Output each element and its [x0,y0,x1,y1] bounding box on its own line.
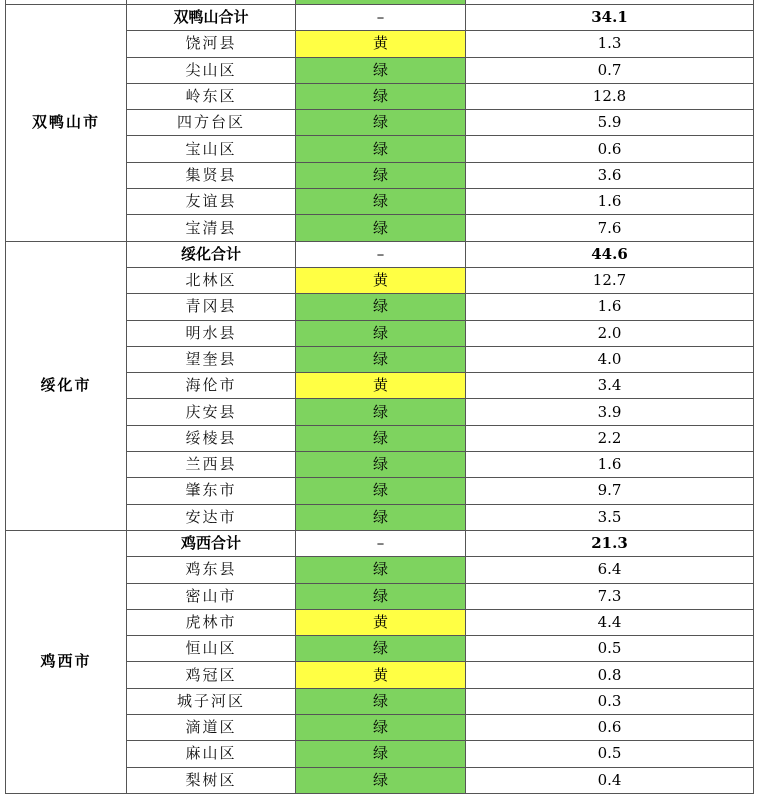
risk-level: 绿 [296,399,466,425]
district-name: 滴道区 [127,715,296,741]
risk-level: 黄 [296,373,466,399]
risk-level: 绿 [296,162,466,188]
value: 3.6 [466,162,754,188]
value: 0.6 [466,136,754,162]
value: 3.5 [466,504,754,530]
district-name: 肇东市 [127,478,296,504]
value: 0.7 [466,57,754,83]
risk-level: 绿 [296,320,466,346]
district-name: 望奎县 [127,346,296,372]
risk-level: 绿 [296,767,466,793]
subtotal-row [6,530,754,556]
subtotal-name: 双鸭山合计 [127,5,296,31]
risk-level: 绿 [296,478,466,504]
risk-level: 黄 [296,267,466,293]
subtotal-row [6,5,754,31]
value: 0.3 [466,688,754,714]
value: 12.7 [466,267,754,293]
district-name: 绥棱县 [127,425,296,451]
risk-level: 绿 [296,215,466,241]
risk-level: 绿 [296,504,466,530]
district-name: 恒山区 [127,636,296,662]
subtotal-level: – [296,5,466,31]
subtotal-value: 44.6 [466,241,754,267]
risk-level: 绿 [296,557,466,583]
district-name: 集贤县 [127,162,296,188]
value: 1.6 [466,452,754,478]
value: 1.3 [466,31,754,57]
district-name: 城子河区 [127,688,296,714]
risk-level: 绿 [296,294,466,320]
risk-level: 绿 [296,136,466,162]
district-name: 鸡冠区 [127,662,296,688]
risk-level: 绿 [296,57,466,83]
risk-level: 绿 [296,741,466,767]
value: 4.0 [466,346,754,372]
district-name: 友谊县 [127,189,296,215]
district-name: 安达市 [127,504,296,530]
district-name: 海伦市 [127,373,296,399]
district-name: 岭东区 [127,83,296,109]
district-name: 四方台区 [127,110,296,136]
risk-level: 绿 [296,636,466,662]
subtotal-value: 21.3 [466,530,754,556]
district-name: 麻山区 [127,741,296,767]
subtotal-name: 鸡西合计 [127,530,296,556]
district-name: 北林区 [127,267,296,293]
subtotal-name: 绥化合计 [127,241,296,267]
value: 0.5 [466,741,754,767]
district-name: 庆安县 [127,399,296,425]
subtotal-level: – [296,530,466,556]
city-name: 双鸭山市 [6,5,127,242]
value: 2.0 [466,320,754,346]
value: 7.3 [466,583,754,609]
risk-level: 绿 [296,452,466,478]
value: 9.7 [466,478,754,504]
risk-level: 绿 [296,425,466,451]
district-name: 密山市 [127,583,296,609]
value: 2.2 [466,425,754,451]
value: 0.4 [466,767,754,793]
district-name: 宝清县 [127,215,296,241]
district-name: 宝山区 [127,136,296,162]
subtotal-level: – [296,241,466,267]
city-name: 鸡西市 [6,530,127,793]
district-name: 青冈县 [127,294,296,320]
risk-level: 绿 [296,346,466,372]
subtotal-row [6,241,754,267]
risk-level: 绿 [296,583,466,609]
risk-level: 黄 [296,662,466,688]
risk-level-table [5,0,754,794]
risk-level: 绿 [296,83,466,109]
district-name: 兰西县 [127,452,296,478]
value: 0.6 [466,715,754,741]
value: 5.9 [466,110,754,136]
value: 1.6 [466,189,754,215]
district-name: 尖山区 [127,57,296,83]
district-name: 梨树区 [127,767,296,793]
risk-level: 绿 [296,110,466,136]
value: 3.4 [466,373,754,399]
risk-level: 黄 [296,609,466,635]
value: 4.4 [466,609,754,635]
district-name: 虎林市 [127,609,296,635]
value: 1.6 [466,294,754,320]
risk-level: 黄 [296,31,466,57]
table-body [6,0,754,793]
value: 7.6 [466,215,754,241]
risk-level: 绿 [296,688,466,714]
value: 6.4 [466,557,754,583]
city-name: 绥化市 [6,241,127,530]
district-name: 饶河县 [127,31,296,57]
risk-level: 绿 [296,715,466,741]
district-name: 鸡东县 [127,557,296,583]
value: 0.5 [466,636,754,662]
district-name: 明水县 [127,320,296,346]
subtotal-value: 34.1 [466,5,754,31]
value: 0.8 [466,662,754,688]
risk-level: 绿 [296,189,466,215]
value: 3.9 [466,399,754,425]
value: 12.8 [466,83,754,109]
